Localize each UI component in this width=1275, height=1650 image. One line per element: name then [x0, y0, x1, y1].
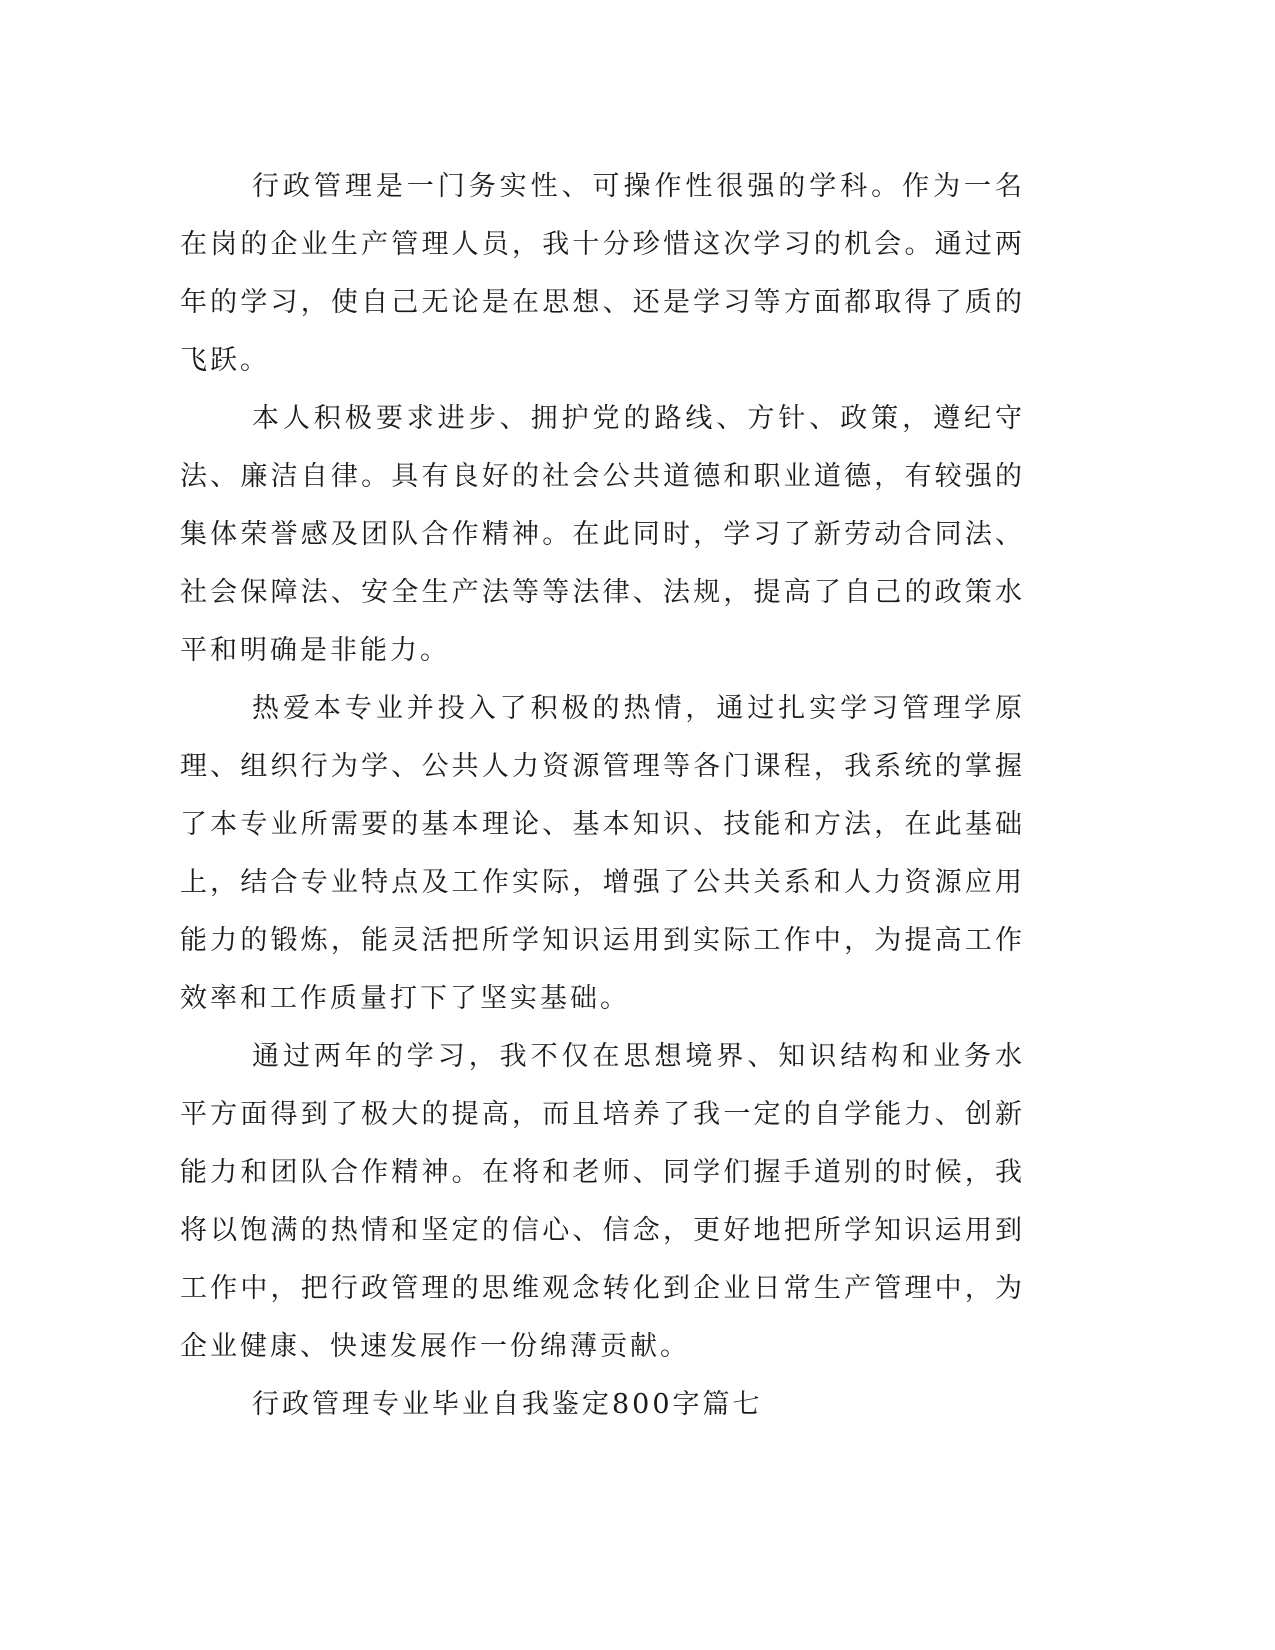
document-body [180, 158, 1025, 1434]
paragraph-1: 行政管理是一门务实性、可操作性很强的学科。作为一名在岗的企业生产管理人员，我十分珍惜这次学习的机会。通过两年的学习，使自己无论是在思想、还是学习等方面都取得了质的飞跃。 [180, 171, 1025, 376]
paragraph-4: 通过两年的学习，我不仅在思想境界、知识结构和业务水平方面得到了极大的提高，而且培养了我一定的自学能力、创新能力和团队合作精神。在将和老师、同学们握手道别的时候，我将以饱满的热情和坚定的信心、信念，更好地把所学知识运用到工作中，把行政管理的思维观念转化到企业日常生产管理中，为企业健康、快速发展作一份绵薄贡献。 [180, 1041, 1025, 1362]
section-heading: 行政管理专业毕业自我鉴定800字篇七 [252, 1389, 763, 1420]
paragraph-2: 本人积极要求进步、拥护党的路线、方针、政策，遵纪守法、廉洁自律。具有良好的社会公共道德和职业道德，有较强的集体荣誉感及团队合作精神。在此同时，学习了新劳动合同法、社会保障法、安全生产法等等法律、法规，提高了自己的政策水平和明确是非能力。 [180, 403, 1025, 666]
paragraph-3: 热爱本专业并投入了积极的热情，通过扎实学习管理学原理、组织行为学、公共人力资源管理等各门课程，我系统的掌握了本专业所需要的基本理论、基本知识、技能和方法，在此基础上，结合专业特点及工作实际，增强了公共关系和人力资源应用能力的锻炼，能灵活把所学知识运用到实际工作中，为提高工作效率和工作质量打下了坚实基础。 [180, 693, 1025, 1014]
